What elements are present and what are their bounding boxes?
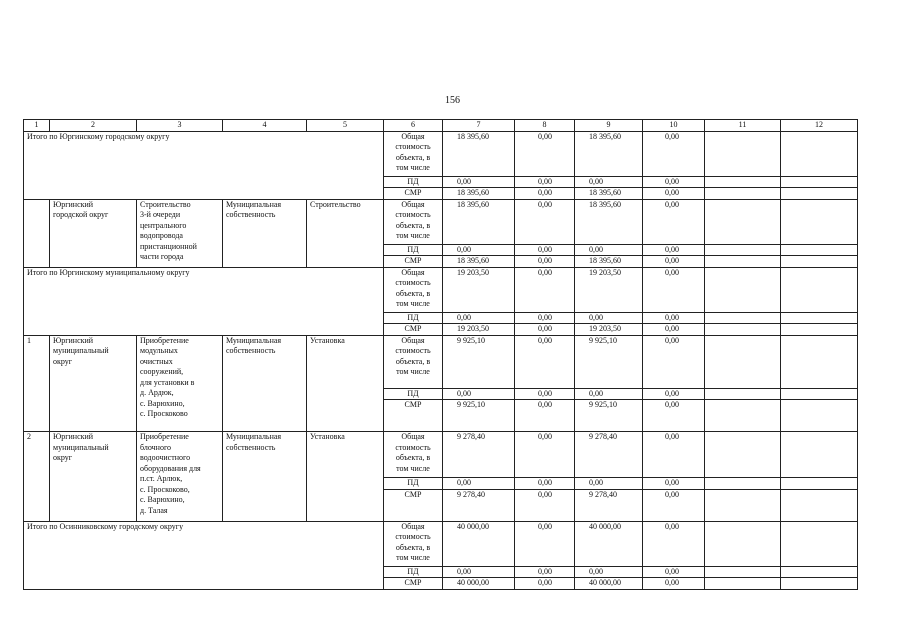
header-cell: 5 <box>307 120 384 132</box>
value-col11 <box>705 578 781 590</box>
item-number: 2 <box>24 432 50 522</box>
value-col7: 0,00 <box>443 478 515 490</box>
item-work-type: Установка <box>307 432 384 522</box>
cost-type: Общая стоимость объекта, в том числе <box>384 335 443 388</box>
value-col10: 0,00 <box>643 566 705 578</box>
value-col10: 0,00 <box>643 199 705 244</box>
value-col9: 9 278,40 <box>575 432 643 478</box>
item-ownership: Муниципальная собственность <box>223 432 307 522</box>
item-work-type: Строительство <box>307 199 384 267</box>
value-col8: 0,00 <box>515 267 575 312</box>
value-col7: 9 278,40 <box>443 489 515 521</box>
item-row <box>24 199 858 244</box>
value-col9: 9 925,10 <box>575 400 643 432</box>
value-col12 <box>781 489 858 521</box>
header-cell: 12 <box>781 120 858 132</box>
value-col8: 0,00 <box>515 335 575 388</box>
value-col11 <box>705 478 781 490</box>
item-number: 1 <box>24 335 50 432</box>
value-col7: 9 925,10 <box>443 400 515 432</box>
value-col10: 0,00 <box>643 131 705 176</box>
value-col7: 18 395,60 <box>443 199 515 244</box>
header-cell: 4 <box>223 120 307 132</box>
value-col10: 0,00 <box>643 188 705 200</box>
value-col8: 0,00 <box>515 578 575 590</box>
header-cell: 7 <box>443 120 515 132</box>
value-col11 <box>705 199 781 244</box>
cost-type: СМР <box>384 578 443 590</box>
value-col11 <box>705 388 781 400</box>
value-col12 <box>781 244 858 256</box>
value-col12 <box>781 335 858 388</box>
value-col10: 0,00 <box>643 489 705 521</box>
value-col7: 40 000,00 <box>443 521 515 566</box>
value-col11 <box>705 131 781 176</box>
header-cell: 3 <box>137 120 223 132</box>
value-col8: 0,00 <box>515 478 575 490</box>
value-col11 <box>705 566 781 578</box>
page-number: 156 <box>445 95 460 106</box>
value-col9: 19 203,50 <box>575 267 643 312</box>
value-col8: 0,00 <box>515 188 575 200</box>
value-col8: 0,00 <box>515 566 575 578</box>
cost-type: ПД <box>384 478 443 490</box>
cost-type: Общая стоимость объекта, в том числе <box>384 267 443 312</box>
item-work-type: Установка <box>307 335 384 432</box>
value-col10: 0,00 <box>643 267 705 312</box>
value-col10: 0,00 <box>643 335 705 388</box>
cost-type: СМР <box>384 256 443 268</box>
header-row <box>24 120 858 132</box>
value-col8: 0,00 <box>515 432 575 478</box>
value-col11 <box>705 267 781 312</box>
cost-type: ПД <box>384 244 443 256</box>
value-col7: 19 203,50 <box>443 324 515 336</box>
value-col11 <box>705 432 781 478</box>
value-col12 <box>781 199 858 244</box>
value-col9: 0,00 <box>575 244 643 256</box>
item-row <box>24 335 858 388</box>
value-col8: 0,00 <box>515 199 575 244</box>
value-col7: 18 395,60 <box>443 256 515 268</box>
value-col8: 0,00 <box>515 312 575 324</box>
value-col12 <box>781 312 858 324</box>
value-col9: 18 395,60 <box>575 131 643 176</box>
value-col9: 9 925,10 <box>575 335 643 388</box>
cost-type: ПД <box>384 176 443 188</box>
value-col9: 18 395,60 <box>575 188 643 200</box>
value-col7: 0,00 <box>443 388 515 400</box>
item-municipality: Юргинский муниципальный округ <box>50 335 137 432</box>
total-row <box>24 267 858 312</box>
value-col7: 0,00 <box>443 312 515 324</box>
value-col11 <box>705 489 781 521</box>
value-col11 <box>705 188 781 200</box>
value-col7: 9 278,40 <box>443 432 515 478</box>
total-row <box>24 131 858 176</box>
cost-type: СМР <box>384 400 443 432</box>
value-col12 <box>781 478 858 490</box>
cost-type: СМР <box>384 324 443 336</box>
value-col11 <box>705 335 781 388</box>
cost-type: Общая стоимость объекта, в том числе <box>384 521 443 566</box>
value-col9: 18 395,60 <box>575 256 643 268</box>
header-cell: 11 <box>705 120 781 132</box>
item-municipality: Юргинский городской округ <box>50 199 137 267</box>
value-col7: 9 925,10 <box>443 335 515 388</box>
value-col9: 40 000,00 <box>575 578 643 590</box>
cost-type: СМР <box>384 188 443 200</box>
value-col7: 18 395,60 <box>443 188 515 200</box>
value-col12 <box>781 400 858 432</box>
value-col11 <box>705 521 781 566</box>
value-col9: 0,00 <box>575 176 643 188</box>
value-col9: 9 278,40 <box>575 489 643 521</box>
value-col12 <box>781 131 858 176</box>
total-row <box>24 521 858 566</box>
value-col8: 0,00 <box>515 131 575 176</box>
value-col7: 0,00 <box>443 244 515 256</box>
value-col8: 0,00 <box>515 400 575 432</box>
value-col10: 0,00 <box>643 521 705 566</box>
item-ownership: Муниципальная собственность <box>223 335 307 432</box>
item-number <box>24 199 50 267</box>
value-col10: 0,00 <box>643 176 705 188</box>
header-cell: 2 <box>50 120 137 132</box>
item-ownership: Муниципальная собственность <box>223 199 307 267</box>
value-col12 <box>781 324 858 336</box>
value-col12 <box>781 521 858 566</box>
item-object-name: Приобретение модульных очистных сооружений, для установки в д. Ардюк, с. Варюхино, с. Проскоково <box>137 335 223 432</box>
value-col10: 0,00 <box>643 244 705 256</box>
item-row <box>24 432 858 478</box>
value-col10: 0,00 <box>643 324 705 336</box>
value-col10: 0,00 <box>643 578 705 590</box>
header-cell: 6 <box>384 120 443 132</box>
value-col8: 0,00 <box>515 521 575 566</box>
value-col11 <box>705 244 781 256</box>
cost-type: ПД <box>384 566 443 578</box>
value-col9: 19 203,50 <box>575 324 643 336</box>
cost-type: ПД <box>384 388 443 400</box>
investment-table <box>23 119 858 590</box>
value-col8: 0,00 <box>515 244 575 256</box>
value-col7: 0,00 <box>443 176 515 188</box>
value-col10: 0,00 <box>643 400 705 432</box>
header-cell: 8 <box>515 120 575 132</box>
header-cell: 10 <box>643 120 705 132</box>
header-cell: 9 <box>575 120 643 132</box>
value-col11 <box>705 400 781 432</box>
value-col8: 0,00 <box>515 388 575 400</box>
value-col8: 0,00 <box>515 256 575 268</box>
value-col11 <box>705 176 781 188</box>
cost-type: Общая стоимость объекта, в том числе <box>384 432 443 478</box>
value-col12 <box>781 432 858 478</box>
value-col10: 0,00 <box>643 478 705 490</box>
value-col9: 0,00 <box>575 388 643 400</box>
value-col9: 0,00 <box>575 312 643 324</box>
value-col12 <box>781 388 858 400</box>
value-col9: 0,00 <box>575 566 643 578</box>
value-col11 <box>705 256 781 268</box>
header-cell: 1 <box>24 120 50 132</box>
cost-type: СМР <box>384 489 443 521</box>
value-col8: 0,00 <box>515 176 575 188</box>
value-col9: 18 395,60 <box>575 199 643 244</box>
item-object-name: Приобретение блочного водоочистного оборудования для п.ст. Арлюк, с. Проскоково, с. Варюхино, д. Талая <box>137 432 223 522</box>
value-col9: 40 000,00 <box>575 521 643 566</box>
value-col7: 19 203,50 <box>443 267 515 312</box>
value-col10: 0,00 <box>643 432 705 478</box>
value-col10: 0,00 <box>643 388 705 400</box>
value-col12 <box>781 267 858 312</box>
total-title: Итого по Осинниковскому городскому округу <box>24 521 384 589</box>
value-col11 <box>705 324 781 336</box>
cost-type: Общая стоимость объекта, в том числе <box>384 199 443 244</box>
total-title: Итого по Юргинскому городскому округу <box>24 131 384 199</box>
value-col12 <box>781 256 858 268</box>
value-col11 <box>705 312 781 324</box>
cost-type: Общая стоимость объекта, в том числе <box>384 131 443 176</box>
value-col9: 0,00 <box>575 478 643 490</box>
value-col8: 0,00 <box>515 489 575 521</box>
total-title: Итого по Юргинскому муниципальному округу <box>24 267 384 335</box>
value-col8: 0,00 <box>515 324 575 336</box>
item-municipality: Юргинский муниципальный округ <box>50 432 137 522</box>
value-col12 <box>781 176 858 188</box>
value-col12 <box>781 188 858 200</box>
value-col12 <box>781 578 858 590</box>
cost-type: ПД <box>384 312 443 324</box>
value-col7: 40 000,00 <box>443 578 515 590</box>
value-col7: 0,00 <box>443 566 515 578</box>
item-object-name: Строительство 3-й очереди центрального водопровода пристанционной части города <box>137 199 223 267</box>
value-col10: 0,00 <box>643 312 705 324</box>
value-col12 <box>781 566 858 578</box>
value-col7: 18 395,60 <box>443 131 515 176</box>
value-col10: 0,00 <box>643 256 705 268</box>
